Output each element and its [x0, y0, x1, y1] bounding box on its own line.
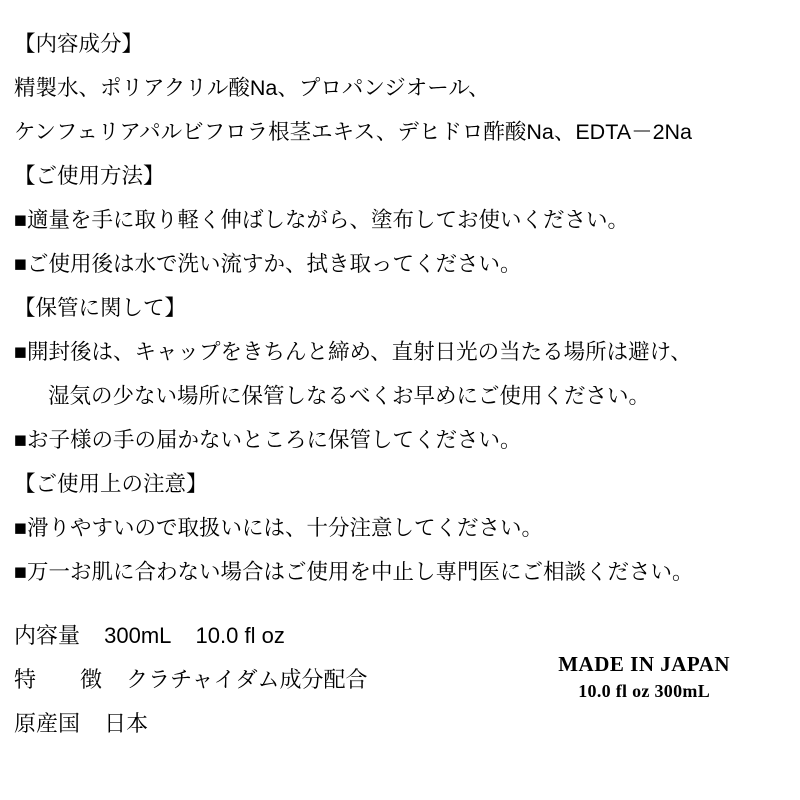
section-heading-ingredients: 【内容成分】 [14, 32, 144, 56]
section-storage [14, 286, 786, 462]
spec-value-feature: クラチャイダム成分配合 [126, 667, 368, 692]
made-in-japan-block [558, 650, 730, 704]
usage-line-2: ■ご使用後は水で洗い流すか、拭き取ってください。 [14, 252, 522, 276]
spec-label-origin: 原産国 [14, 711, 81, 736]
section-caution [14, 462, 786, 594]
footer-spacer [14, 594, 786, 600]
section-ingredients [14, 22, 786, 154]
storage-line-1: ■開封後は、キャップをきちんと締め、直射日光の当たる場所は避け、 [14, 340, 692, 364]
spec-value-volume-ml: 300mL [104, 623, 172, 648]
usage-line-1: ■適量を手に取り軽く伸ばしながら、塗布してお使いください。 [14, 208, 629, 232]
section-usage [14, 154, 786, 286]
section-heading-usage: 【ご使用方法】 [14, 164, 165, 188]
ingredients-line-2: ケンフェリアパルビフロラ根茎エキス、デヒドロ酢酸Na、EDTA－2Na [14, 120, 693, 144]
section-heading-storage: 【保管に関して】 [14, 296, 187, 320]
made-in-japan-volume: 10.0 fl oz 300mL [578, 681, 711, 701]
spec-row-origin [14, 702, 786, 746]
storage-line-3: ■お子様の手の届かないところに保管してください。 [14, 428, 522, 452]
ingredients-line-1: 精製水、ポリアクリル酸Na、プロパンジオール、 [14, 76, 490, 100]
caution-line-1: ■滑りやすいので取扱いには、十分注意してください。 [14, 516, 543, 540]
storage-line-2: 湿気の少ない場所に保管しなるべくお早めにご使用ください。 [48, 384, 651, 408]
made-in-japan-text: MADE IN JAPAN [558, 652, 730, 676]
spec-label-volume: 内容量 [14, 623, 81, 648]
caution-line-2: ■万一お肌に合わない場合はご使用を中止し専門医にご相談ください。 [14, 560, 694, 584]
spec-value-volume-floz: 10.0 fl oz [195, 623, 285, 648]
spec-label-feature: 特 徴 [14, 667, 103, 692]
spec-value-origin: 日本 [104, 711, 149, 736]
section-heading-caution: 【ご使用上の注意】 [14, 472, 208, 496]
specs-block [14, 614, 786, 746]
